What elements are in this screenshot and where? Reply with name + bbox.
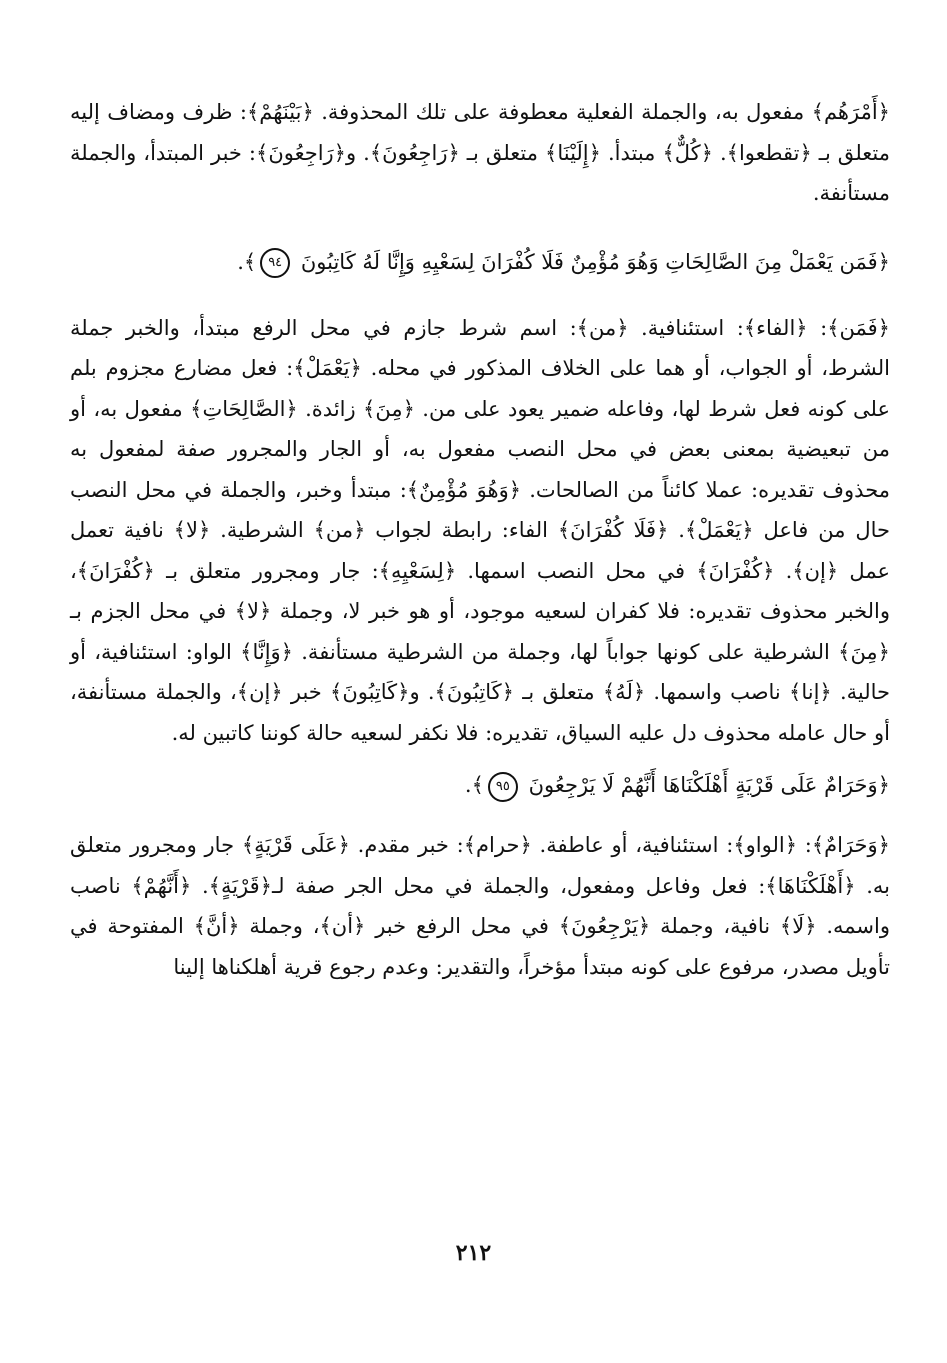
- paragraph-3: ﴿وَحَرَامٌ﴾: ﴿الواو﴾: استئنافية، أو عاطفة. ﴿حرام﴾: خبر مقدم. ﴿عَلَى قَرْيَةٍ﴾ جار ومجرور متعلق به. ﴿أَهْلَكْنَاهَا﴾: فعل وفاعل ومفعول، والجملة في محل الجر صفة لـ﴿قَرْيَةٍ﴾. ﴿أَنَّهُمْ﴾ ناصب واسمه. ﴿لَا﴾ نافية، وجملة ﴿يَرْجِعُونَ﴾ في محل الرفع خبر ﴿أن﴾، وجملة ﴿أنَّ﴾ المفتوحة في تأويل مصدر، مرفوع على كونه مبتدأ مؤخراً، والتقدير: وعدم رجوع قرية أهلكناها إلينا: [70, 833, 890, 979]
- verse-95-end: ﴾.: [464, 773, 484, 797]
- paragraph-2: ﴿فَمَن﴾: ﴿الفاء﴾: استئنافية. ﴿من﴾: اسم شرط جازم في محل الرفع مبتدأ، والخبر جملة الشرط، أو الجواب، أو هما على الخلاف المذكور في محله. ﴿يَعْمَلْ﴾: فعل مضارع مجزوم بلم على كونه فعل شرط لها، وفاعله ضمير يعود على من. ﴿مِنَ﴾ زائدة. ﴿الصَّالِحَاتِ﴾ مفعول به، أو من تبعيضية بمعنى بعض في محل النصب مفعول به، أو الجار والمجرور صفة لمفعول به محذوف تقديره: عملا كائناً من الصالحات. ﴿وَهُوَ مُؤْمِنٌ﴾: مبتدأ وخبر، والجملة في محل النصب حال من فاعل ﴿يَعْمَلْ﴾. ﴿فَلَا كُفْرَانَ﴾ الفاء: رابطة لجواب ﴿من﴾ الشرطية. ﴿لا﴾ نافية تعمل عمل ﴿إن﴾. ﴿كُفْرَانَ﴾ في محل النصب اسمها. ﴿لِسَعْيِهِ﴾: جار ومجرور متعلق بـ ﴿كُفْرَانَ﴾، والخبر محذوف تقديره: فلا كفران لسعيه موجود، أو هو خبر لا، وجملة ﴿لا﴾ في محل الجزم بـ ﴿مِنَ﴾ الشرطية على كونها جواباً لها، وجملة من الشرطية مستأنفة. ﴿وَإِنَّا﴾ الواو: استئنافية، أو حالية. ﴿إنا﴾ ناصب واسمها. ﴿لَهُ﴾ متعلق بـ ﴿كَاتِبُونَ﴾. و﴿كَاتِبُونَ﴾ خبر ﴿إن﴾، والجملة مستأنفة، أو حال عامله محذوف دل عليه السياق، تقديره: فلا نكفر لسعيه حالة كوننا كاتبين له.: [70, 315, 890, 745]
- verse-94-text: ﴿فَمَن يَعْمَلْ مِنَ الصَّالِحَاتِ وَهُوَ مُؤْمِنٌ فَلَا كُفْرَانَ لِسَعْيِهِ وَإِنَّا لَهُ كَاتِبُونَ: [300, 249, 890, 274]
- page-body: [70, 80, 890, 987]
- verse-95: [70, 763, 890, 807]
- verse-94: [70, 240, 890, 284]
- paragraph-1: ﴿أَمْرَهُم﴾ مفعول به، والجملة الفعلية معطوفة على تلك المحذوفة. ﴿بَيْنَهُمْ﴾: ظرف ومضاف إليه متعلق بـ ﴿تقطعوا﴾. ﴿كُلٌّ﴾ مبتدأ. ﴿إِلَيْنَا﴾ متعلق بـ ﴿رَاجِعُونَ﴾. و﴿رَاجِعُونَ﴾: خبر المبتدأ، والجملة مستأنفة.: [70, 100, 890, 205]
- page-number: ٢١٢: [455, 1240, 492, 1266]
- verse-95-text: ﴿وَحَرَامٌ عَلَى قَرْيَةٍ أَهْلَكْنَاهَا أَنَّهُمْ لَا يَرْجِعُونَ: [528, 773, 890, 797]
- ayah-number-95: ٩٥: [488, 772, 518, 802]
- verse-94-end: ﴾.: [237, 249, 257, 274]
- ayah-number-94: ٩٤: [260, 248, 290, 278]
